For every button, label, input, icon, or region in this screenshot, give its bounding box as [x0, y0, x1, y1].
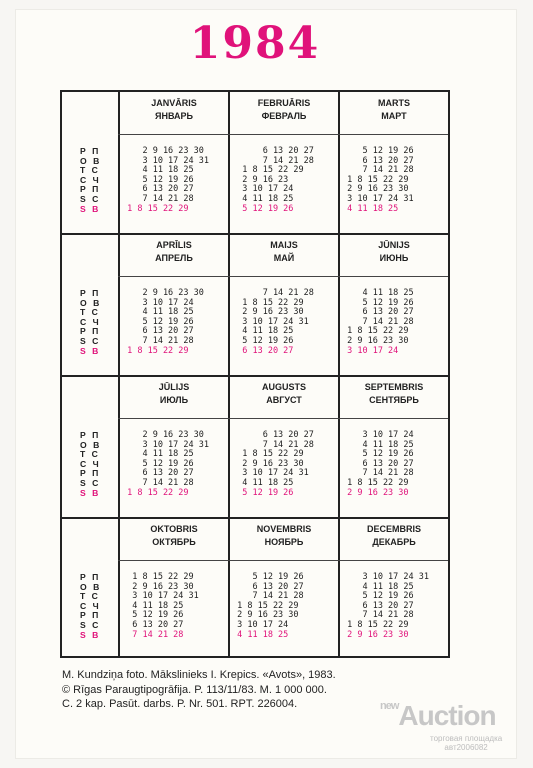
month-header: [230, 239, 338, 265]
weekday-label: Р П: [80, 184, 101, 195]
month-name-ru: НОЯБРЬ: [264, 537, 304, 547]
week-row: 1 8 15 22 29: [122, 487, 189, 498]
week-row: 5 12 19 26: [122, 610, 184, 621]
week-row: 7 14 21 28: [342, 316, 414, 327]
month-header: [340, 523, 448, 549]
month-name-lv: APRĪLIS: [156, 240, 192, 250]
weekday-label: О В: [80, 581, 102, 592]
week-row: 5 12 19 26: [232, 487, 294, 498]
month-name-ru: ЯНВАРЬ: [155, 111, 193, 121]
week-row: 2 9 16 23: [232, 174, 289, 185]
week-row: 6 13 20 27: [122, 468, 194, 479]
week-row: 2 9 16 23 30: [122, 430, 204, 440]
weekday-label: Т С: [80, 307, 100, 318]
week-row: 6 13 20 27: [232, 430, 314, 440]
week-row: 2 9 16 23 30: [122, 288, 204, 298]
month-name-lv: JANVĀRIS: [151, 98, 197, 108]
month-name-ru: ИЮНЬ: [379, 253, 409, 263]
week-row: 3 10 17 24 31: [232, 468, 309, 479]
week-row: 5 12 19 26: [342, 449, 414, 460]
month-header: [340, 381, 448, 407]
weekday-column: [80, 146, 102, 214]
month-name-lv: FEBRUĀRIS: [257, 98, 311, 108]
month-name-ru: СЕНТЯБРЬ: [369, 395, 419, 405]
month-name-ru: ОКТЯБРЬ: [152, 537, 196, 547]
month-days: [122, 289, 232, 356]
week-row: 7 14 21 28: [232, 155, 314, 166]
week-row: 1 8 15 22 29: [232, 600, 299, 611]
divider: [118, 560, 448, 561]
weekday-label: Р П: [80, 326, 101, 337]
week-row: 2 9 16 23 30: [122, 581, 194, 592]
month-header: [120, 381, 228, 407]
month-name-lv: NOVEMBRIS: [256, 524, 312, 534]
month-name-ru: АПРЕЛЬ: [155, 253, 193, 263]
week-row: 7 14 21 28: [232, 591, 304, 602]
week-row: 1 8 15 22 29: [342, 619, 409, 630]
week-row: 6 13 20 27: [122, 184, 194, 195]
week-row: 4 11 18 25: [232, 326, 294, 337]
divider: [118, 276, 448, 277]
week-row: 2 9 16 23 30: [342, 629, 409, 640]
divider: [62, 233, 448, 235]
week-row: 2 9 16 23 30: [232, 458, 304, 469]
divider: [118, 92, 120, 656]
month-name-lv: JŪNIJS: [378, 240, 410, 250]
month-days: [232, 147, 342, 214]
week-row: 7 14 21 28: [122, 335, 194, 346]
week-row: 1 8 15 22 29: [342, 326, 409, 337]
week-row: 6 13 20 27: [232, 146, 314, 156]
week-row: 5 12 19 26: [122, 316, 194, 327]
month-days: [232, 573, 342, 640]
weekday-label: Т С: [80, 449, 100, 460]
week-row: 4 11 18 25: [342, 288, 414, 298]
week-row: 2 9 16 23 30: [232, 610, 299, 621]
week-row: 6 13 20 27: [232, 581, 304, 592]
week-row: 7 14 21 28: [122, 477, 194, 488]
weekday-label: С Ч: [80, 458, 101, 469]
weekday-label: S С: [80, 477, 101, 488]
month-name-lv: OKTOBRIS: [150, 524, 198, 534]
week-row: 7 14 21 28: [232, 439, 314, 450]
week-row: 2 9 16 23 30: [342, 487, 409, 498]
week-row: 4 11 18 25: [232, 193, 294, 204]
week-row: 1 8 15 22 29: [122, 572, 194, 582]
weekday-label: О В: [80, 439, 102, 450]
week-row: 4 11 18 25: [342, 581, 414, 592]
year-title: 1984: [189, 18, 321, 69]
week-row: 1 8 15 22 29: [232, 297, 304, 308]
week-row: 6 13 20 27: [232, 345, 294, 356]
imprint-line: © Rīgas Paraugtipogrāfija. P. 113/11/83. M. 1 000 000.: [62, 683, 327, 696]
month-days: [232, 431, 342, 498]
divider: [118, 134, 448, 135]
weekday-label: S В: [80, 629, 101, 640]
month-name-lv: DECEMBRIS: [366, 524, 421, 534]
week-row: 5 12 19 26: [342, 146, 414, 156]
weekday-label: С Ч: [80, 316, 101, 327]
week-row: 1 8 15 22 29: [342, 477, 409, 488]
weekday-label: S С: [80, 335, 101, 346]
week-row: 6 13 20 27: [342, 155, 414, 166]
month-header: [230, 523, 338, 549]
month-name-ru: МАЙ: [273, 253, 295, 263]
month-name-ru: ИЮЛЬ: [159, 395, 189, 405]
weekday-label: S С: [80, 193, 101, 204]
weekday-label: S В: [80, 487, 101, 498]
weekday-column: [80, 288, 102, 356]
weekday-label: S В: [80, 203, 101, 214]
week-row: 7 14 21 28: [342, 468, 414, 479]
month-header: [120, 97, 228, 123]
week-row: 7 14 21 28: [122, 629, 184, 640]
weekday-label: О В: [80, 297, 102, 308]
divider: [62, 375, 448, 377]
week-row: 3 10 17 24 31: [122, 439, 209, 450]
week-row: 7 14 21 28: [232, 288, 314, 298]
calendar-grid: [60, 90, 450, 658]
imprint-line: C. 2 kap. Pasūt. darbs. P. Nr. 501. RPT. 226004.: [62, 698, 298, 710]
weekday-label: S В: [80, 345, 101, 356]
week-row: 4 11 18 25: [122, 449, 194, 460]
month-name-lv: MARTS: [378, 98, 410, 108]
week-row: 6 13 20 27: [342, 600, 414, 611]
week-row: 4 11 18 25: [122, 600, 184, 611]
week-row: 3 10 17 24: [232, 619, 289, 630]
week-row: 5 12 19 26: [122, 174, 194, 185]
weekday-label: S С: [80, 619, 101, 630]
week-row: 2 9 16 23 30: [342, 335, 409, 346]
week-row: 3 10 17 24: [342, 430, 414, 440]
month-header: [230, 381, 338, 407]
week-row: 4 11 18 25: [342, 439, 414, 450]
month-name-lv: MAIJS: [270, 240, 298, 250]
divider: [118, 418, 448, 419]
weekday-label: Р П: [80, 430, 101, 440]
week-row: 4 11 18 25: [232, 629, 289, 640]
weekday-label: С Ч: [80, 174, 101, 185]
week-row: 3 10 17 24: [232, 184, 294, 195]
week-row: 3 10 17 24 31: [122, 591, 199, 602]
week-row: 3 10 17 24 31: [232, 316, 309, 327]
month-name-lv: AUGUSTS: [261, 382, 306, 392]
month-name-lv: JŪLIJS: [158, 382, 190, 392]
month-name-ru: ДЕКАБРЬ: [372, 537, 416, 547]
month-days: [342, 289, 452, 356]
week-row: 1 8 15 22 29: [232, 165, 304, 176]
weekday-label: Т С: [80, 165, 100, 176]
watermark-caption: торговая площадка авт2006082: [430, 734, 503, 752]
divider: [62, 517, 448, 519]
weekday-label: С Ч: [80, 600, 101, 611]
month-days: [122, 147, 232, 214]
month-header: [340, 97, 448, 123]
week-row: 2 9 16 23 30: [122, 146, 204, 156]
week-row: 4 11 18 25: [342, 203, 399, 214]
month-name-ru: МАРТ: [381, 111, 407, 121]
weekday-label: Р П: [80, 572, 101, 582]
weekday-label: Р П: [80, 610, 101, 621]
weekday-column: [80, 430, 102, 498]
week-row: 7 14 21 28: [122, 193, 194, 204]
month-header: [230, 97, 338, 123]
week-row: 2 9 16 23 30: [232, 307, 304, 318]
week-row: 3 10 17 24 31: [342, 572, 429, 582]
month-name-lv: SEPTEMBRIS: [364, 382, 424, 392]
week-row: 3 10 17 24 31: [342, 193, 414, 204]
week-row: 2 9 16 23 30: [342, 184, 409, 195]
week-row: 5 12 19 26: [232, 572, 304, 582]
week-row: 6 13 20 27: [342, 307, 414, 318]
week-row: 1 8 15 22 29: [122, 345, 189, 356]
week-row: 6 13 20 27: [122, 619, 184, 630]
week-row: 4 11 18 25: [122, 307, 194, 318]
month-days: [342, 573, 452, 640]
week-row: 5 12 19 26: [232, 203, 294, 214]
month-header: [120, 523, 228, 549]
week-row: 3 10 17 24: [122, 297, 194, 308]
week-row: 6 13 20 27: [122, 326, 194, 337]
imprint-line: M. Kundziņa foto. Mākslinieks I. Krepics. «Avots», 1983.: [62, 669, 336, 681]
month-days: [232, 289, 342, 356]
month-days: [342, 431, 452, 498]
watermark-logo: $^{new}$Auction: [380, 700, 496, 731]
weekday-label: Р П: [80, 146, 101, 156]
week-row: 3 10 17 24: [342, 345, 399, 356]
week-row: 7 14 21 28: [342, 610, 414, 621]
week-row: 5 12 19 26: [342, 591, 414, 602]
weekday-column: [80, 572, 102, 640]
week-row: 4 11 18 25: [232, 477, 294, 488]
month-header: [120, 239, 228, 265]
week-row: 6 13 20 27: [342, 458, 414, 469]
month-days: [342, 147, 452, 214]
week-row: 1 8 15 22 29: [232, 449, 304, 460]
month-name-ru: АВГУСТ: [266, 395, 302, 405]
weekday-label: Р П: [80, 468, 101, 479]
weekday-label: Р П: [80, 288, 101, 298]
week-row: 1 8 15 22 29: [122, 203, 189, 214]
weekday-label: О В: [80, 155, 102, 166]
week-row: 7 14 21 28: [342, 165, 414, 176]
week-row: 1 8 15 22 29: [342, 174, 409, 185]
month-days: [122, 431, 232, 498]
month-header: [340, 239, 448, 265]
week-row: 5 12 19 26: [342, 297, 414, 308]
weekday-label: Т С: [80, 591, 100, 602]
month-name-ru: ФЕВРАЛЬ: [261, 111, 307, 121]
week-row: 4 11 18 25: [122, 165, 194, 176]
week-row: 5 12 19 26: [232, 335, 294, 346]
month-days: [122, 573, 232, 640]
week-row: 3 10 17 24 31: [122, 155, 209, 166]
week-row: 5 12 19 26: [122, 458, 194, 469]
